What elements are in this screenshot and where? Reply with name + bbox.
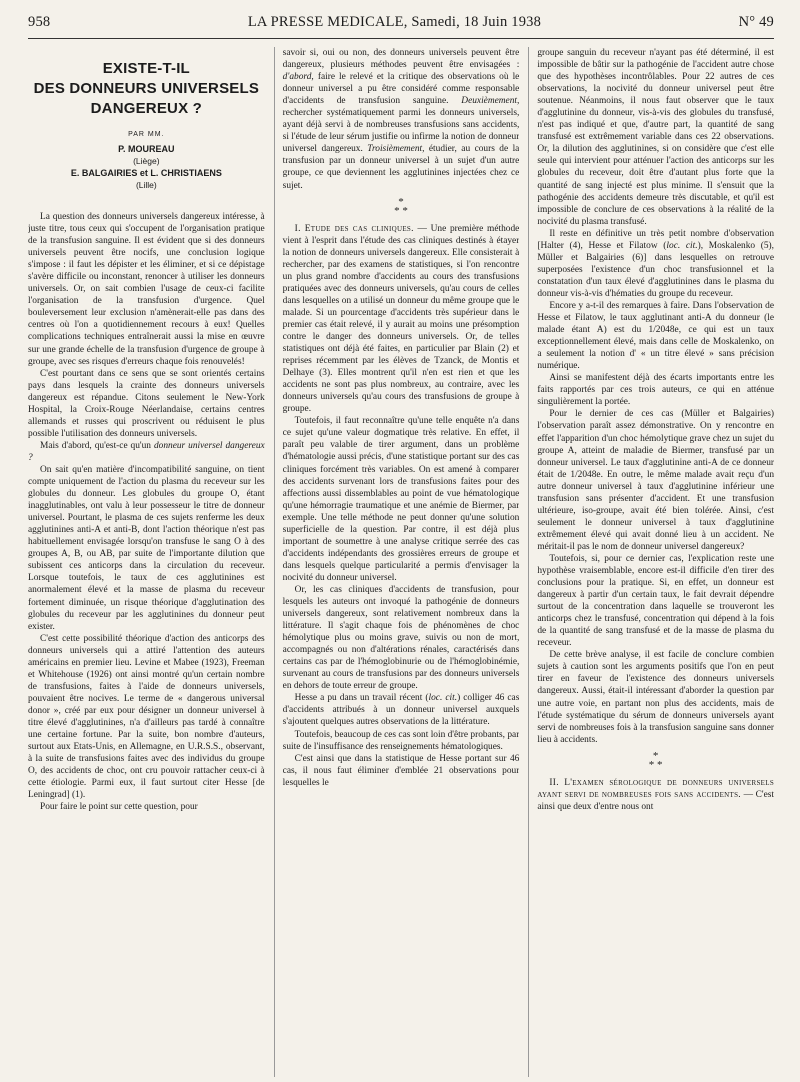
section-heading-1: I. Etude des cas cliniques. bbox=[294, 223, 414, 234]
paragraph: II. L'examen sérologique de donneurs universels ayant servi de nombreuses fois sans accidents. — C'est ainsi que deux d'entre nous ont bbox=[537, 777, 775, 812]
article-columns bbox=[28, 47, 774, 1077]
paragraph: C'est pourtant dans ce sens que se sont orientés certains pays dans lesquels la crainte des donneurs universels dangereux est répandue. Citons seulement le New-York Hospital, la Croix-Rouge Néerlandaise, certains centres allemands et russes qui proscrivent ou réduisent le plus possible l'utilisation des donneurs universels. bbox=[28, 368, 265, 439]
paragraph: savoir si, oui ou non, des donneurs universels peuvent être dangereux, plusieurs méthodes peuvent être envisagées : d'abord, faire le relevé et la critique des observations où le donneur universel a pu être considéré comme responsable d'accidents de transfusion sanguine. Deuxièmement, rechercher systématiquement parmi les donneurs universels, ayant déjà servi à de nombreuses transfusions sans accidents, si l'étude de leur sérum justifie ou infirme la notion de donneur universel dangereux. Troisièmement, étudier, au cours de la transfusion par un donneur universel à un sujet d'un autre groupe, ce que deviennent les agglutinines injectées chez ce sujet. bbox=[282, 48, 520, 191]
paragraph: Mais d'abord, qu'est-ce qu'un donneur universel dangereux ? bbox=[28, 440, 265, 463]
section-divider: * * * bbox=[648, 749, 663, 771]
running-header bbox=[28, 14, 774, 39]
title-line-2: DES DONNEURS UNIVERSELS bbox=[33, 80, 260, 97]
paragraph: C'est cette possibilité théorique d'action des anticorps des donneurs universels qui a attiré l'attention des auteurs américains en premier lieu. Levine et Mabee (1923), Freeman et Whitehouse (1926) ont ainsi montré qu'un certain nombre de transfusions, faites à l'aide de donneurs universels, pouvaient être nocives. Le terme de « dangerous universal donor », créé par eux pour désigner un donneur universel à titre élevé d'agglutinines, n'a d'ailleurs pas tardé à connaître une certaine fortune. Par la suite, bon nombre d'auteurs, surtout aux Etats-Unis, en Allemagne, en U.R.S.S., observant, à la suite de transfusions faites avec des individus du groupe O, des accidents de choc, ont cru pouvoir rattacher ceux-ci à cette étiologie. Parmi eux, il faut surtout citer Hesse [de Leningrad] (1). bbox=[28, 633, 265, 801]
paragraph: Or, les cas cliniques d'accidents de transfusion, pour lesquels les auteurs ont invoqué la pathogénie de donneurs universels dangereux, sont relativement nombreux dans la littérature. Il s'agit chaque fois de phénomènes de choc hémolytique plus ou moins grave, suivis ou non de mort, accompagnés ou non d'altérations rénales, caractérisés dans certains cas par de l'hémoglobinurie ou de l'hémoglobinémie, survenant au cours de transfusions par des donneurs universels en dehors de toute erreur de groupe. bbox=[282, 584, 520, 692]
paragraph: Toutefois, il faut reconnaître qu'une telle enquête n'a dans ce sujet qu'une valeur dogmatique très relative. En effet, il paraît peu valable de tirer argument, dans un problème d'hématologie aussi précis, d'une statistique portant sur des cas cliniques forcément très variables. On est amené à comparer des accidents survenant lors de transfusions faites pour des affections aussi dissemblables au point de vue hématologique qu'une hémorragie traumatique et une anémie de Biermer, par exemple. Une telle méthode ne peut donner qu'une solution superficielle de la question. Par contre, il est déjà plus important de soumettre à une analyse critique serrée des cas d'accidents indépendants des grossières erreurs de groupe et dans lesquels quelque particularité a permis d'envisager la nocivité du donneur universel. bbox=[282, 416, 520, 583]
column-2 bbox=[274, 47, 520, 1077]
journal-title: LA PRESSE MEDICALE, Samedi, 18 Juin 1938 bbox=[247, 14, 542, 30]
paragraph: La question des donneurs universels dangereux intéresse, à juste titre, tous ceux qui s'occupent de l'organisation pratique de la transfusion sanguine. Il est évident que si des donneurs universels peuvent être nocifs, une conclusion logique s'impose : il faut les dépister et les éliminer, et si ce dépistage s'avère difficile ou inconstant, renoncer à utiliser les donneurs universels. Or, on sait combien l'usage de ceux-ci facilite l'organisation de la transfusion d'urgence. Quel bouleversement leur exclusion n'amènerait-elle pas dans des centres où l'on a quotidiennement recours à eux! Quelles complications techniques entraînerait aussi la mise en œuvre sur une grande échelle de la transfusion d'urgence de groupe à groupe, avec ses risques d'erreurs chaque fois renouvelés! bbox=[28, 212, 265, 367]
paragraph: Il reste en définitive un très petit nombre d'observation [Halter (4), Hesse et Filatow (loc. cit.), Moskalenko (5), Müller et Balgairies (6)] dans lesquelles on retrouve superposées l'existence d'un choc transfusionnel et la constatation d'un taux élevé d'agglutinines dans le plasma du donneur vis-à-vis d'hématies du groupe du receveur. bbox=[537, 228, 775, 299]
column-3 bbox=[528, 47, 774, 1077]
issue-number: N° 49 bbox=[738, 14, 774, 30]
author-2-city: (Lille) bbox=[135, 180, 157, 190]
page-number: 958 bbox=[28, 14, 51, 30]
paragraph: groupe sanguin du receveur n'ayant pas été déterminé, il est impossible de bâtir sur la pathogénie de l'accident autre chose que des hypothèses incontrôlables. Pour 22 autres de ces observations, la nocivité du donneur universel peut être soutenue. Néanmoins, il nous faut observer que le taux d'agglutinine du donneur, vis-à-vis des globules du transfusé, n'est pas indiqué et que, d'autre part, la quantité de sang transfusé est extrêmement variable dans ces 22 observations. Or, la dilution des agglutinines, si on considère que c'est elle seule qui intervient pour atténuer l'action des anticorps sur les globules du receveur, doit être d'autant plus forte que la quantité de sang injecté est plus minime. Il s'ensuit que la pathogénie des accidents demeure très discutable, et qu'il est impossible de conclure de ces observations à la réalité de la nocivité du plasma transfusé. bbox=[537, 48, 775, 227]
byline bbox=[28, 129, 265, 191]
article-title bbox=[28, 59, 265, 119]
author-1-city: (Liège) bbox=[133, 156, 160, 166]
paragraph: Hesse a pu dans un travail récent (loc. cit.) colliger 46 cas d'accidents attribués à un donneur universel auxquels s'ajoutent quelques autres observations de la littérature. bbox=[282, 693, 520, 728]
title-line-1: EXISTE-T-IL bbox=[102, 60, 190, 77]
paragraph: Pour faire le point sur cette question, pour bbox=[40, 802, 198, 813]
paragraph: De cette brève analyse, il est facile de conclure combien sujets à caution sont les arguments positifs que l'on en peut tirer en faveur de l'existence des donneurs universels dangereux. Aussi, était-il intéressant d'aborder la question par une autre voie, en partant non plus des accidents, mais de l'étude systématique du sérum de donneurs universels ayant servi de nombreuses fois à la transfusion sanguine sans donner lieu à accidents. bbox=[537, 650, 775, 745]
paragraph: C'est ainsi que dans la statistique de Hesse portant sur 46 cas, il nous faut éliminer d'emblée 21 observations pour lesquelles le bbox=[282, 753, 520, 788]
section-divider: * * * bbox=[394, 195, 408, 217]
title-line-3: DANGEREUX ? bbox=[90, 100, 203, 117]
author-2: E. BALGAIRIES et L. CHRISTIAENS bbox=[70, 168, 222, 178]
author-1: P. MOUREAU bbox=[118, 144, 175, 154]
section-heading-2: II. L'examen sérologique de donneurs universels ayant servi de nombreuses fois sans accidents. bbox=[537, 777, 775, 800]
paragraph: Toutefois, beaucoup de ces cas sont loin d'être probants, par suite de l'insuffisance des renseignements hématologiques. bbox=[282, 729, 520, 752]
paragraph: Ainsi se manifestent déjà des écarts importants entre les faits rapportés par ces trois auteurs, ce qui en atténue singulièrement la portée. bbox=[537, 373, 775, 408]
paragraph: I. Etude des cas cliniques. — Une première méthode vient à l'esprit dans l'étude des cas cliniques destinés à étayer la notion de donneurs universels dangereux. Elle consisterait à rechercher, par des examens de statistiques, si l'on rencontre un plus grand nombre d'accidents au cours des transfusions pratiquées avec des donneurs universels, qu'au cours de celles dans lesquelles on a utilisé un donneur du même groupe que le malade. Si un pourcentage d'accidents très supérieur dans le premier cas était relevé, il y aurait au moins une présomption contre le danger des donneurs universels. Or, de telles statistiques ont déjà été faites, en particulier par Blain (2) et reprises récemment par les élèves de Tzanck, de Montis et Delhaye (3). Elles montrent qu'il n'en est rien et que les accidents ne sont pas plus nombreux, au contraire, avec les donneurs universels qu'au cours des transfusions de groupe à groupe. bbox=[282, 223, 520, 415]
byline-par: PAR MM. bbox=[128, 131, 165, 138]
paragraph: Toutefois, si, pour ce dernier cas, l'explication reste une hypothèse vraisemblable, encore est-il difficile d'en tirer des conclusions pour la pratique. Si, en effet, un donneur est dangereux à partir d'un certain taux, le fait devrait dépendre surtout de la concentration dans laquelle se trouveront les anticorps chez le transfusé, concentration qui dépend à la fois de la quantité de sang transfusé et de la masse de plasma du receveur. bbox=[537, 553, 775, 649]
paragraph: Encore y a-t-il des remarques à faire. Dans l'observation de Hesse et Filatow, le taux agglutinant anti-A du donneur (le malade étant A) est du 1/2048e, ce qui est un taux exceptionnellement élevé, mais dans celle de Moskalenko, on a seulement la notion d' « un titre élevé » sans précision numérique. bbox=[537, 300, 775, 372]
column-1 bbox=[28, 47, 265, 1077]
paragraph: On sait qu'en matière d'incompatibilité sanguine, on tient compte uniquement de l'action du plasma du receveur sur les globules du donneur. Les globules du groupe O, étant inagglutinables, ont valu à leur possesseur le titre de donneur universel. Pourtant, le plasma de ces sujets renferme les deux agglutinines anti-A et anti-B, dont l'action théorique n'est pas habituellement envisagée lorsqu'on transfuse le sang O à des groupes A, B, ou AB, par suite de l'importante dilution que subissent ces anticorps dans la circulation du receveur. Lorsque toutefois, le taux de ces agglutinines est anormalement élevé et la masse de plasma du receveur fortement diminuée, un risque théorique d'agglutination des globules du receveur par les agglutinines du donneur peut exister. bbox=[28, 464, 265, 632]
paragraph: Pour le dernier de ces cas (Müller et Balgairies) l'observation paraît assez démonstrative. On y rencontre en effet l'apparition d'un choc hémolytique grave chez un sujet du groupe A, atteint de maladie de Biermer, transfusé par un donneur universel. Le taux d'agglutinine anti-A de ce donneur était de 1/2048e. En outre, le même malade avait reçu d'un autre donneur universel à taux d'agglutinine inférieur une transfusion sans présenter d'accident. Et une transfusion ultérieure, iso-groupe, avait été bien tolérée. Ainsi, c'est seulement le donneur universel à taux d'agglutinine extrêmement élevé qui avait donné lieu à un accident. Ne méritait-il pas le nom de donneur universel dangereux? bbox=[537, 409, 775, 552]
